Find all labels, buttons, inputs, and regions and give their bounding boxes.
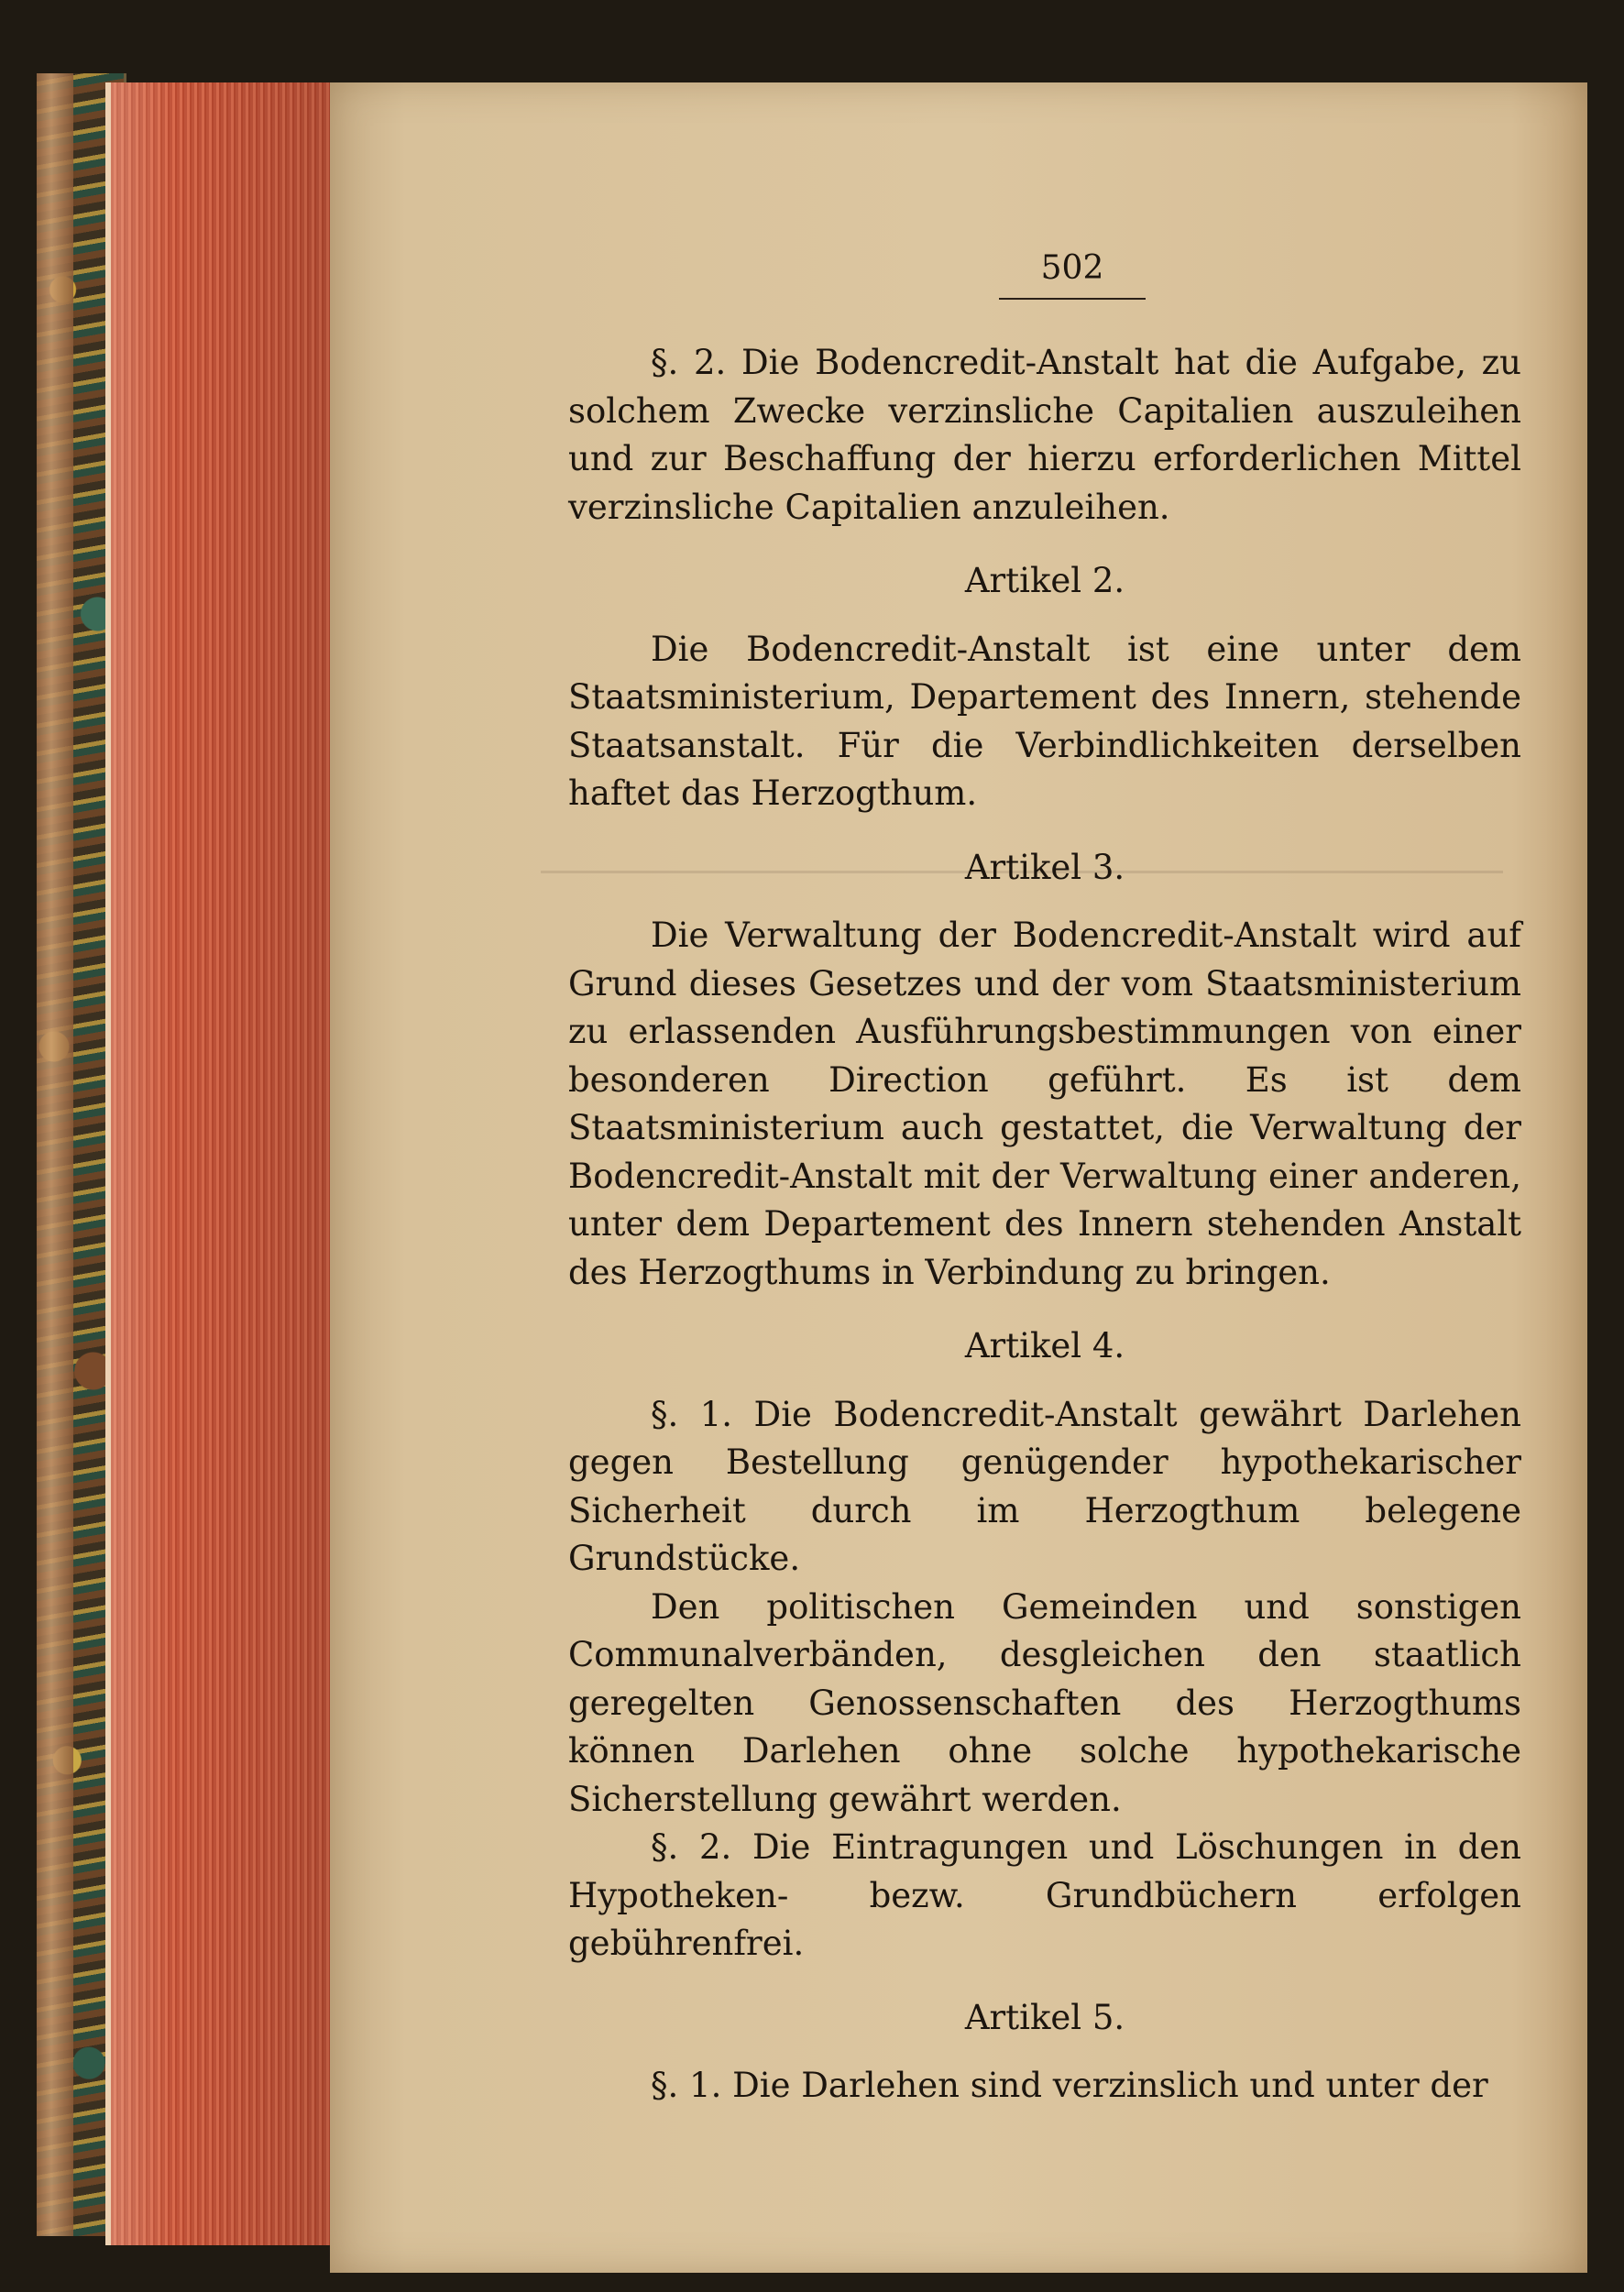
page-number: 502	[1040, 249, 1104, 287]
paragraph: Den politischen Gemeinden und sonstigen Communalverbänden, desgleichen den staatlich geregelten Genossenschaften des Herzogthums können Darlehen ohne solche hypothekarische Sicherstellung gewährt werden.	[568, 1586, 1521, 1819]
paragraph: §. 2. Die Eintragungen und Löschungen in den Hypotheken- bezw. Grundbüchern erfolgen gebührenfrei.	[568, 1827, 1521, 1963]
paragraph: Die Verwaltung der Bodencredit-Anstalt wird auf Grund dieses Gesetzes und der vom Staatsministerium zu erlassenden Ausführungsbestimmungen von einer besonderen Direction geführt. Es ist dem Staatsministerium auch gestattet, die Verwaltung der Bodencredit-Anstalt mit der Verwaltung einer anderen, unter dem Departement des Innern stehenden Anstalt des Herzogthums in Verbindung zu bringen.	[568, 916, 1521, 1292]
page-edges-shade	[105, 82, 330, 2245]
paragraph: §. 1. Die Bodencredit-Anstalt gewährt Darlehen gegen Bestellung genügender hypothekarischer Sicherheit durch im Herzogthum belegene Grundstücke.	[568, 1394, 1521, 1578]
article-heading: Artikel 4.	[964, 1326, 1125, 1365]
article-heading: Artikel 5.	[964, 1997, 1125, 2037]
text-body	[568, 339, 1521, 2111]
article-heading: Artikel 3.	[964, 847, 1125, 887]
article-heading: Artikel 2.	[964, 561, 1125, 600]
book-spine-edge	[37, 73, 73, 2236]
paragraph: §. 2. Die Bodencredit-Anstalt hat die Aufgabe, zu solchem Zwecke verzinsliche Capitalien auszuleihen und zur Beschaffung der hierzu erforderlichen Mittel verzinsliche Capitalien anzuleihen.	[568, 343, 1521, 527]
page-number-rule	[999, 298, 1146, 300]
paragraph: Die Bodencredit-Anstalt ist eine unter dem Staatsministerium, Departement des Innern, stehende Staatsanstalt. Für die Verbindlichkeiten derselben haftet das Herzogthum.	[568, 629, 1521, 813]
paragraph: §. 1. Die Darlehen sind verzinslich und unter der	[651, 2066, 1488, 2105]
